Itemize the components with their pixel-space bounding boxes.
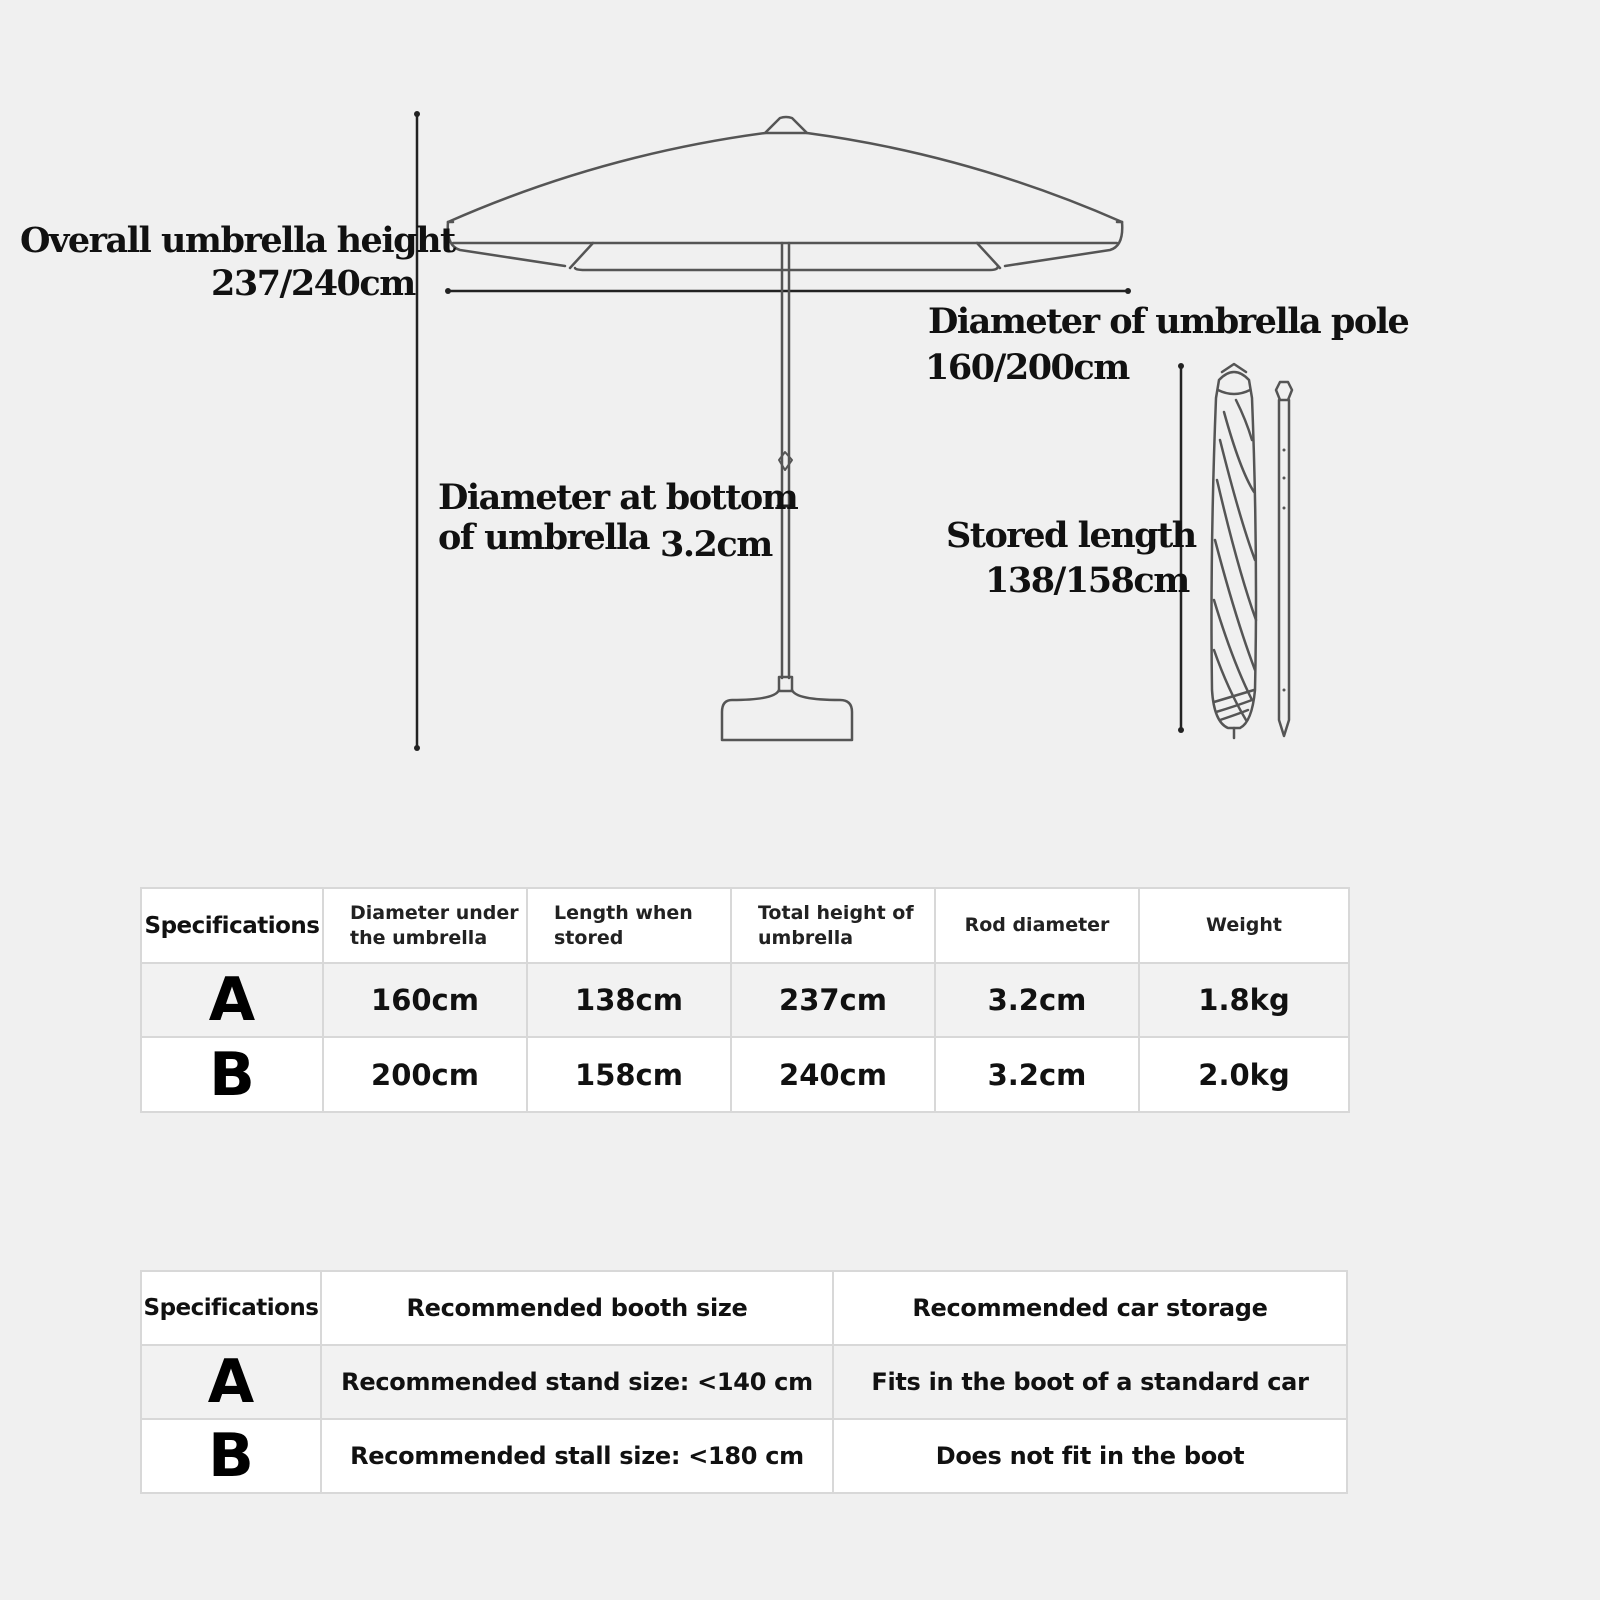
cell-value: 1.8kg — [1139, 963, 1349, 1037]
bottom-diameter-value: 3.2cm — [660, 524, 772, 565]
cell-value: 3.2cm — [935, 963, 1139, 1037]
row-label: A — [141, 1345, 321, 1419]
cell-value: 160cm — [323, 963, 527, 1037]
row-label: B — [141, 1037, 323, 1112]
table-row — [141, 1037, 1349, 1112]
bottom-diameter-label-line1: Diameter at bottom — [438, 477, 798, 518]
cell-value: Does not fit in the boot — [833, 1419, 1347, 1493]
height-dimension-line — [414, 111, 420, 751]
table-row — [141, 1419, 1347, 1493]
stored-length-value: 138/158cm — [985, 560, 1189, 601]
cell-value: 240cm — [731, 1037, 935, 1112]
row-label: A — [141, 963, 323, 1037]
row-label: B — [141, 1419, 321, 1493]
stored-length-label: Stored length — [946, 515, 1196, 556]
header-total-height: Total height of umbrella — [731, 888, 935, 963]
header-car-storage: Recommended car storage — [833, 1271, 1347, 1345]
cell-value: 200cm — [323, 1037, 527, 1112]
header-specifications: Specifications — [141, 888, 323, 963]
header-rod-diameter: Rod diameter — [935, 888, 1139, 963]
header-length-stored: Length when stored — [527, 888, 731, 963]
cell-value: 158cm — [527, 1037, 731, 1112]
table-row — [141, 1345, 1347, 1419]
header-weight: Weight — [1139, 888, 1349, 963]
table-header-row — [141, 1271, 1347, 1345]
specifications-table — [140, 887, 1350, 1113]
closed-pole — [1276, 382, 1292, 736]
cell-value: Recommended stall size: <180 cm — [321, 1419, 833, 1493]
pole-diameter-value: 160/200cm — [925, 347, 1129, 388]
recommendations-table — [140, 1270, 1348, 1494]
cell-value: 237cm — [731, 963, 935, 1037]
overall-height-value: 237/240cm — [211, 263, 415, 304]
bottom-diameter-label-line2: of umbrella — [438, 517, 650, 558]
table-row — [141, 963, 1349, 1037]
table-header-row — [141, 888, 1349, 963]
umbrella-canopy — [448, 117, 1123, 270]
cell-value: 2.0kg — [1139, 1037, 1349, 1112]
header-specifications: Specifications — [141, 1271, 321, 1345]
cell-value: 138cm — [527, 963, 731, 1037]
pole-diameter-label: Diameter of umbrella pole — [928, 301, 1409, 342]
cell-value: 3.2cm — [935, 1037, 1139, 1112]
folded-umbrella — [1212, 364, 1257, 738]
overall-height-label: Overall umbrella height — [20, 220, 455, 261]
header-booth-size: Recommended booth size — [321, 1271, 833, 1345]
header-diameter-under: Diameter under the umbrella — [323, 888, 527, 963]
cell-value: Fits in the boot of a standard car — [833, 1345, 1347, 1419]
cell-value: Recommended stand size: <140 cm — [321, 1345, 833, 1419]
